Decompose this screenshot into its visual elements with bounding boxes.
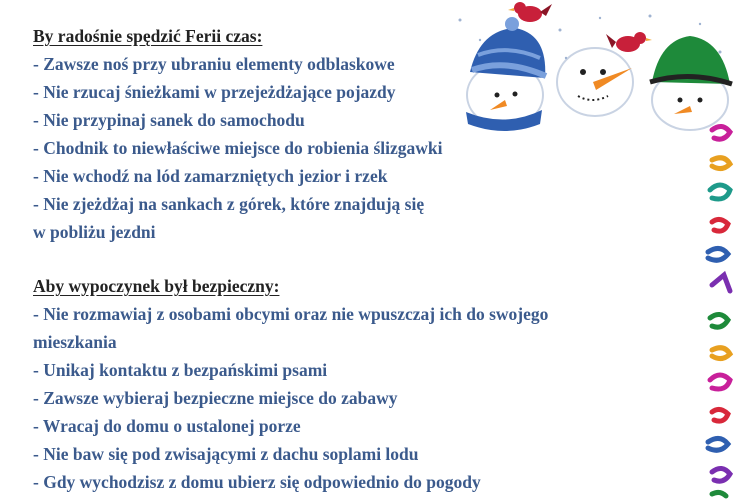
list-item: - Unikaj kontaktu z bezpańskimi psami (33, 360, 328, 380)
list-item: - Nie wchodź na lód zamarzniętych jezior i rzek (33, 166, 388, 186)
list-item: - Nie baw się pod zwisającymi z dachu soplami lodu (33, 444, 419, 464)
list-item: - Zawsze wybieraj bezpieczne miejsce do zabawy (33, 388, 398, 408)
list-item: - Nie rzucaj śnieżkami w przejeżdżające pojazdy (33, 82, 396, 102)
list-item: - Chodnik to niewłaściwe miejsce do robienia ślizgawki (33, 138, 443, 158)
list-item: - Gdy wychodzisz z domu ubierz się odpowiednio do pogody (33, 472, 481, 492)
list-item: - Nie zjeżdżaj na sankach z górek, które znajdują się (33, 194, 425, 214)
list-item: - Nie rozmawiaj z osobami obcymi oraz nie wpuszczaj ich do swojego (33, 304, 549, 324)
list-item: - Nie przypinaj sanek do samochodu (33, 110, 305, 130)
snowman-left-icon (466, 17, 546, 131)
red-bird-icon (606, 32, 652, 52)
list-item-continuation: w pobliżu jezdni (33, 222, 156, 242)
list-item-continuation: mieszkania (33, 332, 117, 352)
section1-heading: By radośnie spędzić Ferii czas: (33, 26, 263, 46)
section2-heading: Aby wypoczynek był bezpieczny: (33, 276, 280, 296)
colorful-swirl-border (708, 126, 730, 496)
snowman-middle-icon (557, 48, 633, 116)
list-item: - Wracaj do domu o ustalonej porze (33, 416, 301, 436)
list-item: - Zawsze noś przy ubraniu elementy odblaskowe (33, 54, 395, 74)
snowman-right-icon (650, 36, 732, 130)
